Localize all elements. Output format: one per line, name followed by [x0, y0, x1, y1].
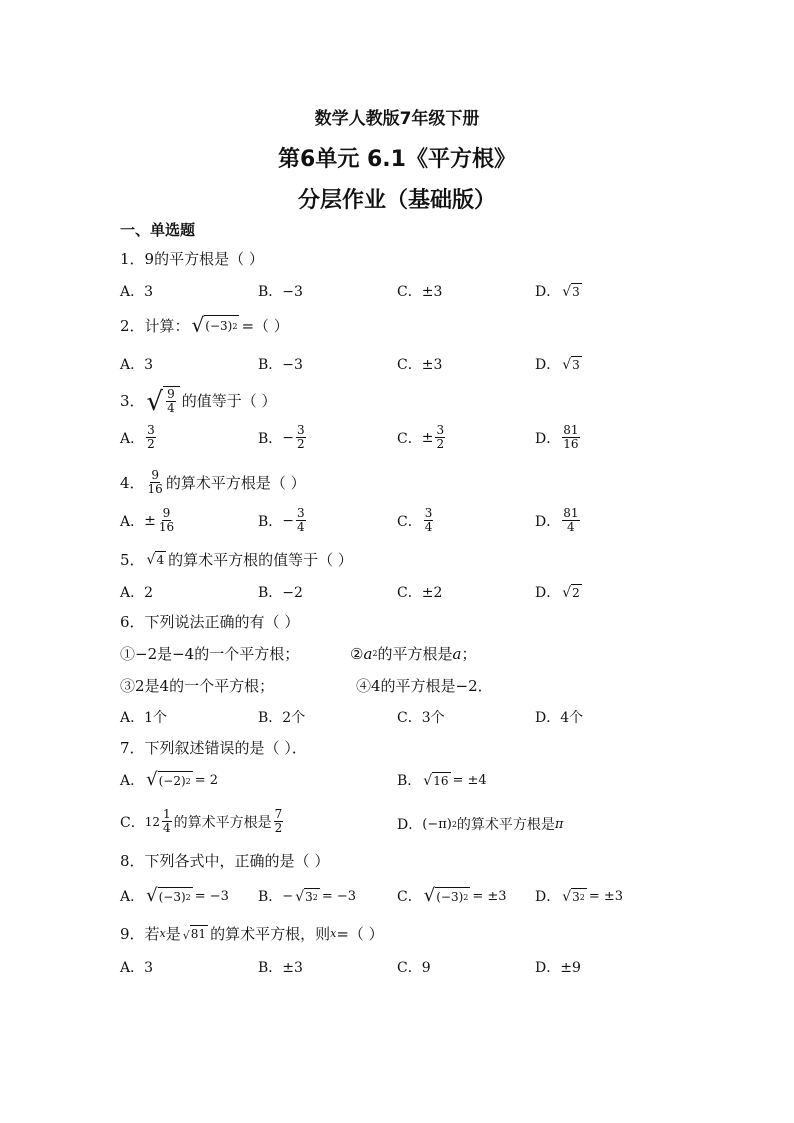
q6-option-c[interactable]: C．3个: [397, 710, 445, 726]
sqrt-expression: √ (−3) 2: [191, 313, 238, 337]
q2-option-d[interactable]: D． √ 3: [535, 357, 580, 373]
question-7: 7．下列叙述错误的是（ ）．: [120, 738, 307, 757]
question-6: 6．下列说法正确的有（ ）: [120, 612, 300, 631]
q3-option-c[interactable]: C． ± $\frac{3}{2}$: [397, 423, 445, 451]
q5-option-c[interactable]: C．±2: [397, 585, 443, 601]
q9-option-c[interactable]: C．9: [397, 960, 431, 976]
q7-option-c[interactable]: C． 12 $\frac{1}{4}$ 的算术平方根是 $\frac{7}{2}$: [120, 807, 283, 835]
q9-option-b[interactable]: B．±3: [258, 960, 303, 976]
q2-option-b[interactable]: B．−3: [258, 357, 303, 373]
q1-option-a[interactable]: A．3: [120, 284, 154, 300]
q7-option-b[interactable]: B． √ 16 = ±4: [397, 772, 487, 789]
q2-option-c[interactable]: C．±3: [397, 357, 443, 373]
sqrt-fraction: √ $\frac{9}{4}$: [147, 386, 180, 415]
q6-statement-4: ④4的平方根是−2．: [356, 677, 493, 695]
document-title: 数学人教版7年级下册: [314, 109, 480, 129]
q1-option-c[interactable]: C．±3: [397, 284, 443, 300]
q5-option-d[interactable]: D． √ 2: [535, 585, 580, 601]
q7-option-a[interactable]: A． √ (−2) 2 = 2: [120, 769, 219, 790]
q3-option-a[interactable]: A． $\frac{3}{2}$: [120, 423, 155, 451]
q5-option-b[interactable]: B．−2: [258, 585, 303, 601]
question-9: 9．若 x 是 √ 81 的算术平方根，则 x =（ ）: [120, 924, 384, 943]
unit-title: 第6单元 6.1《平方根》: [278, 147, 516, 172]
section-heading: 一、单选题: [120, 221, 196, 239]
q6-option-b[interactable]: B．2个: [258, 710, 306, 726]
q6-option-d[interactable]: D．4个: [535, 710, 584, 726]
q6-statement-3: ③2是4的一个平方根；: [120, 677, 275, 695]
q4-option-b[interactable]: B． − $\frac{3}{4}$: [258, 506, 305, 534]
q8-option-a[interactable]: A． √ (−3) 2 = −3: [120, 885, 229, 906]
q4-option-a[interactable]: A． ± $\frac{9}{16}$: [120, 506, 175, 534]
q9-option-a[interactable]: A．3: [120, 960, 154, 976]
q8-option-d[interactable]: D． √ 3 2 = ±3: [535, 888, 624, 905]
question-3: 3． √ $\frac{9}{4}$ 的值等于（ ）: [120, 386, 277, 417]
q8-option-b[interactable]: B． − √ 3 2 = −3: [258, 888, 357, 905]
question-5: 5． √ 4 的算术平方根的值等于（ ）: [120, 550, 353, 569]
q5-option-a[interactable]: A．2: [120, 585, 154, 601]
question-8: 8．下列各式中，正确的是（ ）: [120, 851, 330, 870]
q6-statement-1: ①−2是−4的一个平方根；: [120, 645, 300, 663]
sqrt-symbol: √ 3: [562, 357, 580, 373]
edition-title: 分层作业（基础版）: [297, 188, 496, 213]
sqrt-symbol: √ 3: [562, 284, 580, 300]
q7-option-d[interactable]: D． (−π) 2 的算术平方根是 π: [397, 816, 564, 833]
q4-option-c[interactable]: C． $\frac{3}{4}$: [397, 506, 433, 534]
q4-option-d[interactable]: D． $\frac{81}{4}$: [535, 506, 579, 534]
q8-option-c[interactable]: C． √ (−3) 2 = ±3: [397, 885, 507, 906]
q2-option-a[interactable]: A．3: [120, 357, 154, 373]
question-2: 2．计算： √ (−3) 2 =（ ）: [120, 313, 289, 337]
q1-option-b[interactable]: B．−3: [258, 284, 303, 300]
q1-option-d-label: D．: [535, 284, 561, 300]
q3-option-d[interactable]: D． $\frac{81}{16}$: [535, 423, 579, 451]
question-1: 1．9的平方根是（ ）: [120, 249, 264, 268]
q1-option-d[interactable]: [535, 281, 584, 301]
q9-option-d[interactable]: D．±9: [535, 960, 581, 976]
q3-option-b[interactable]: B． − $\frac{3}{2}$: [258, 423, 305, 451]
q6-statement-2: ② a 2 的平方根是 a ；: [350, 644, 477, 663]
q6-option-a[interactable]: A．1个: [120, 710, 168, 726]
question-4: 4． $\frac{9}{16}$ 的算术平方根是（ ）: [120, 467, 306, 496]
